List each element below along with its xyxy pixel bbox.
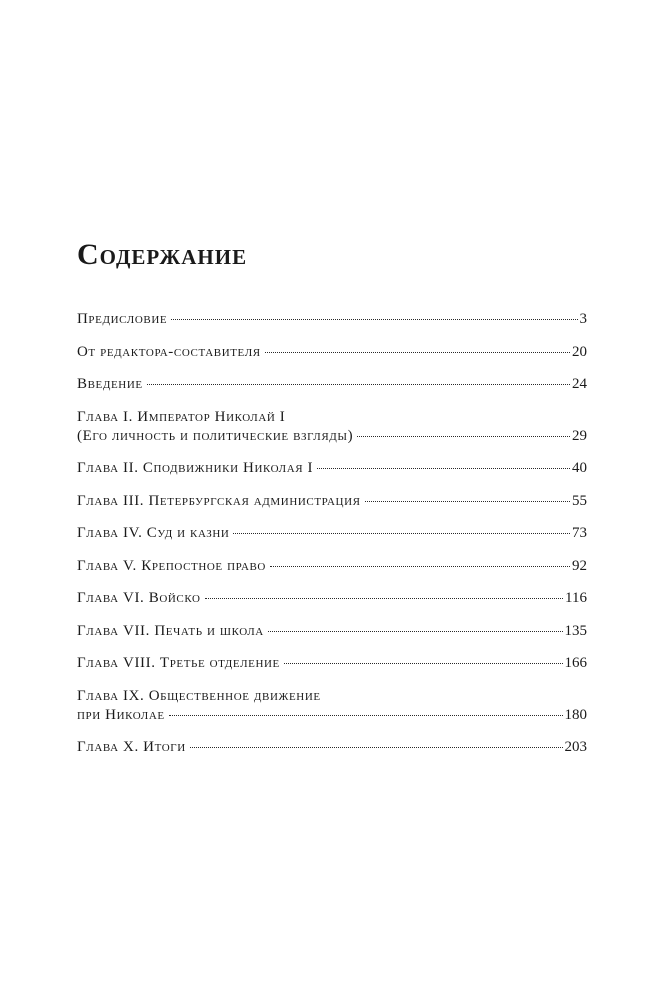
toc-entry-editor-note[interactable] (77, 343, 587, 362)
toc-entry-row (77, 375, 587, 394)
toc-entry-row (77, 589, 587, 608)
toc-entry-title: Глава V. Крепостное право (77, 557, 266, 574)
toc-entry-title: Глава VIII. Третье отделение (77, 655, 280, 671)
toc-entry-page-number: 73 (572, 525, 587, 541)
toc-entry-page-number: 180 (564, 706, 587, 723)
dot-leader (365, 501, 570, 502)
toc-entry-row (77, 654, 587, 673)
toc-entry-introduction[interactable] (77, 375, 587, 394)
toc-entry-chapter-3[interactable] (77, 492, 587, 511)
toc-entry-page-number: 135 (564, 622, 587, 639)
toc-entry-title: Введение (77, 376, 143, 392)
toc-entry-row (77, 557, 587, 576)
toc-entry-page-number: 116 (565, 590, 587, 606)
toc-entry-title: От редактора-составителя (77, 343, 261, 360)
dot-leader (190, 747, 563, 748)
toc-entry-chapter-4[interactable] (77, 524, 587, 543)
dot-leader (169, 715, 563, 716)
toc-entry-row (77, 459, 587, 478)
toc-entry-chapter-10[interactable] (77, 738, 587, 757)
toc-entry-row (77, 427, 587, 446)
toc-entry-page-number: 40 (572, 460, 587, 476)
toc-entry-row (77, 524, 587, 543)
toc-entry-title-line1: Глава IX. Общественное движение (77, 687, 321, 704)
toc-entry-row (77, 706, 587, 725)
toc-entry-page-number: 166 (564, 655, 587, 671)
toc-entry-row (77, 622, 587, 641)
toc-entry-chapter-2[interactable] (77, 459, 587, 478)
toc-entry-chapter-8[interactable] (77, 654, 587, 673)
dot-leader (317, 468, 570, 469)
toc-entry-page-number: 29 (572, 427, 587, 444)
dot-leader (171, 319, 577, 320)
dot-leader (205, 598, 563, 599)
dot-leader (233, 533, 570, 534)
dot-leader (270, 566, 570, 567)
toc-entry-title: Глава IV. Суд и казни (77, 525, 230, 541)
toc-entry-page-number: 24 (572, 376, 587, 392)
toc-entry-row (77, 310, 587, 329)
table-of-contents (77, 310, 587, 771)
toc-entry-page-number: 3 (579, 311, 587, 327)
toc-entry-chapter-9[interactable] (77, 687, 587, 725)
page-title: Содержание (77, 238, 248, 271)
dot-leader (268, 631, 563, 632)
toc-entry-title-line1: Глава I. Император Николай I (77, 408, 286, 425)
toc-entry-title: Глава III. Петербургская администрация (77, 492, 361, 509)
dot-leader (357, 436, 570, 437)
toc-entry-preface[interactable] (77, 310, 587, 329)
toc-entry-row (77, 492, 587, 511)
toc-entry-title: Глава VII. Печать и школа (77, 622, 264, 639)
toc-entry-title: Глава VI. Войско (77, 590, 201, 606)
toc-entry-title-line2: (Его личность и политические взгляды) (77, 427, 354, 444)
toc-entry-row (77, 343, 587, 362)
toc-entry-page-number: 55 (572, 492, 587, 509)
toc-entry-row (77, 738, 587, 757)
toc-entry-page-number: 20 (572, 343, 587, 360)
dot-leader (284, 663, 563, 664)
toc-entry-page-number: 92 (572, 557, 587, 574)
dot-leader (265, 352, 570, 353)
toc-entry-page-number: 203 (564, 739, 587, 755)
toc-entry-title: Предисловие (77, 311, 168, 327)
toc-entry-chapter-6[interactable] (77, 589, 587, 608)
toc-entry-chapter-7[interactable] (77, 622, 587, 641)
toc-entry-title: Глава II. Сподвижники Николая I (77, 460, 314, 476)
toc-entry-chapter-5[interactable] (77, 557, 587, 576)
dot-leader (147, 384, 570, 385)
toc-entry-title: Глава X. Итоги (77, 739, 186, 755)
toc-entry-title-line2: при Николае (77, 706, 165, 723)
toc-entry-chapter-1[interactable] (77, 408, 587, 446)
